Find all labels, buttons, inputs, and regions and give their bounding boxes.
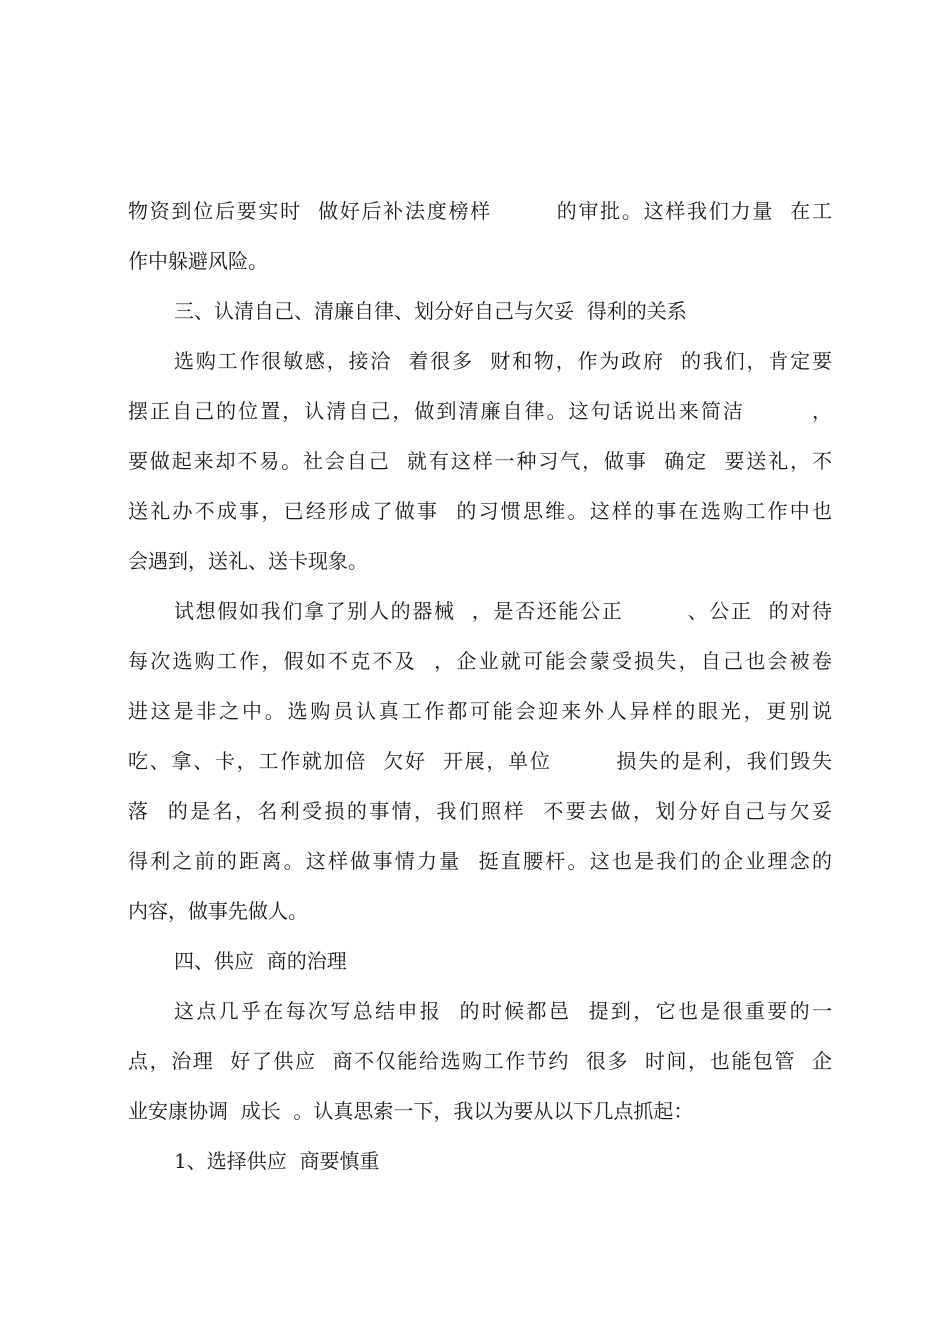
paragraph-line: 会遇到，送礼、送卡现象。 xyxy=(128,549,368,573)
paragraph-line: 内容，做事先做人。 xyxy=(128,899,308,923)
paragraph-line: 得利之前的距离。这样做事情力量 挺直腰杆。这也是我们的企业理念的 xyxy=(128,849,832,873)
paragraph-line: 选购工作很敏感，接洽 着很多 财和物，作为政府 的我们，肯定要 xyxy=(174,349,832,373)
paragraph-line: 要做起来却不易。社会自己 就有这样一种习气，做事 确定 要送礼，不 xyxy=(128,449,832,473)
paragraph-line: 这点几乎在每次写总结申报 的时候都邑 提到，它也是很重要的一 xyxy=(174,999,832,1023)
paragraph-line: 吃、拿、卡，工作就加倍 欠好 开展，单位 损失的是利，我们毁失 xyxy=(128,749,832,773)
paragraph-line: 试想假如我们拿了别人的器械 ，是否还能公正 、公正 的对待 xyxy=(174,599,832,623)
paragraph-line: 业安康协调 成长 。认真思索一下，我以为要从以下几点抓起： xyxy=(128,1099,694,1123)
paragraph-supplier-management xyxy=(128,986,832,1136)
paragraph-integrity xyxy=(128,336,832,586)
paragraph-line: 作中躲避风险。 xyxy=(128,249,268,273)
paragraph-line: 物资到位后要实时 做好后补法度榜样 的审批。这样我们力量 在工 xyxy=(128,199,832,223)
paragraph-materials-approval xyxy=(128,186,832,286)
heading-section-three xyxy=(128,286,832,336)
paragraph-line: 点，治理 好了供应 商不仅能给选购工作节约 很多 时间，也能包管 企 xyxy=(128,1049,832,1073)
paragraph-line: 落 的是名，名利受损的事情，我们照样 不要去做，划分好自己与欠妥 xyxy=(128,799,832,823)
paragraph-gifts-impact xyxy=(128,586,832,936)
paragraph-line: 进这是非之中。选购员认真工作都可能会迎来外人异样的眼光，更别说 xyxy=(128,699,832,723)
heading-section-four xyxy=(128,936,832,986)
heading-item-one xyxy=(128,1136,832,1186)
paragraph-line: 每次选购工作，假如不克不及 ，企业就可能会蒙受损失，自己也会被卷 xyxy=(128,649,832,673)
heading-line: 三、认清自己、清廉自律、划分好自己与欠妥 得利的关系 xyxy=(174,299,687,323)
paragraph-line: 送礼办不成事，已经形成了做事 的习惯思维。这样的事在选购工作中也 xyxy=(128,499,832,523)
paragraph-line: 摆正自己的位置，认清自己，做到清廉自律。这句话说出来简洁 ， xyxy=(128,399,832,423)
heading-line: 1、选择供应 商要慎重 xyxy=(174,1149,380,1173)
heading-line: 四、供应 商的治理 xyxy=(174,949,347,973)
document-body xyxy=(128,186,832,1186)
